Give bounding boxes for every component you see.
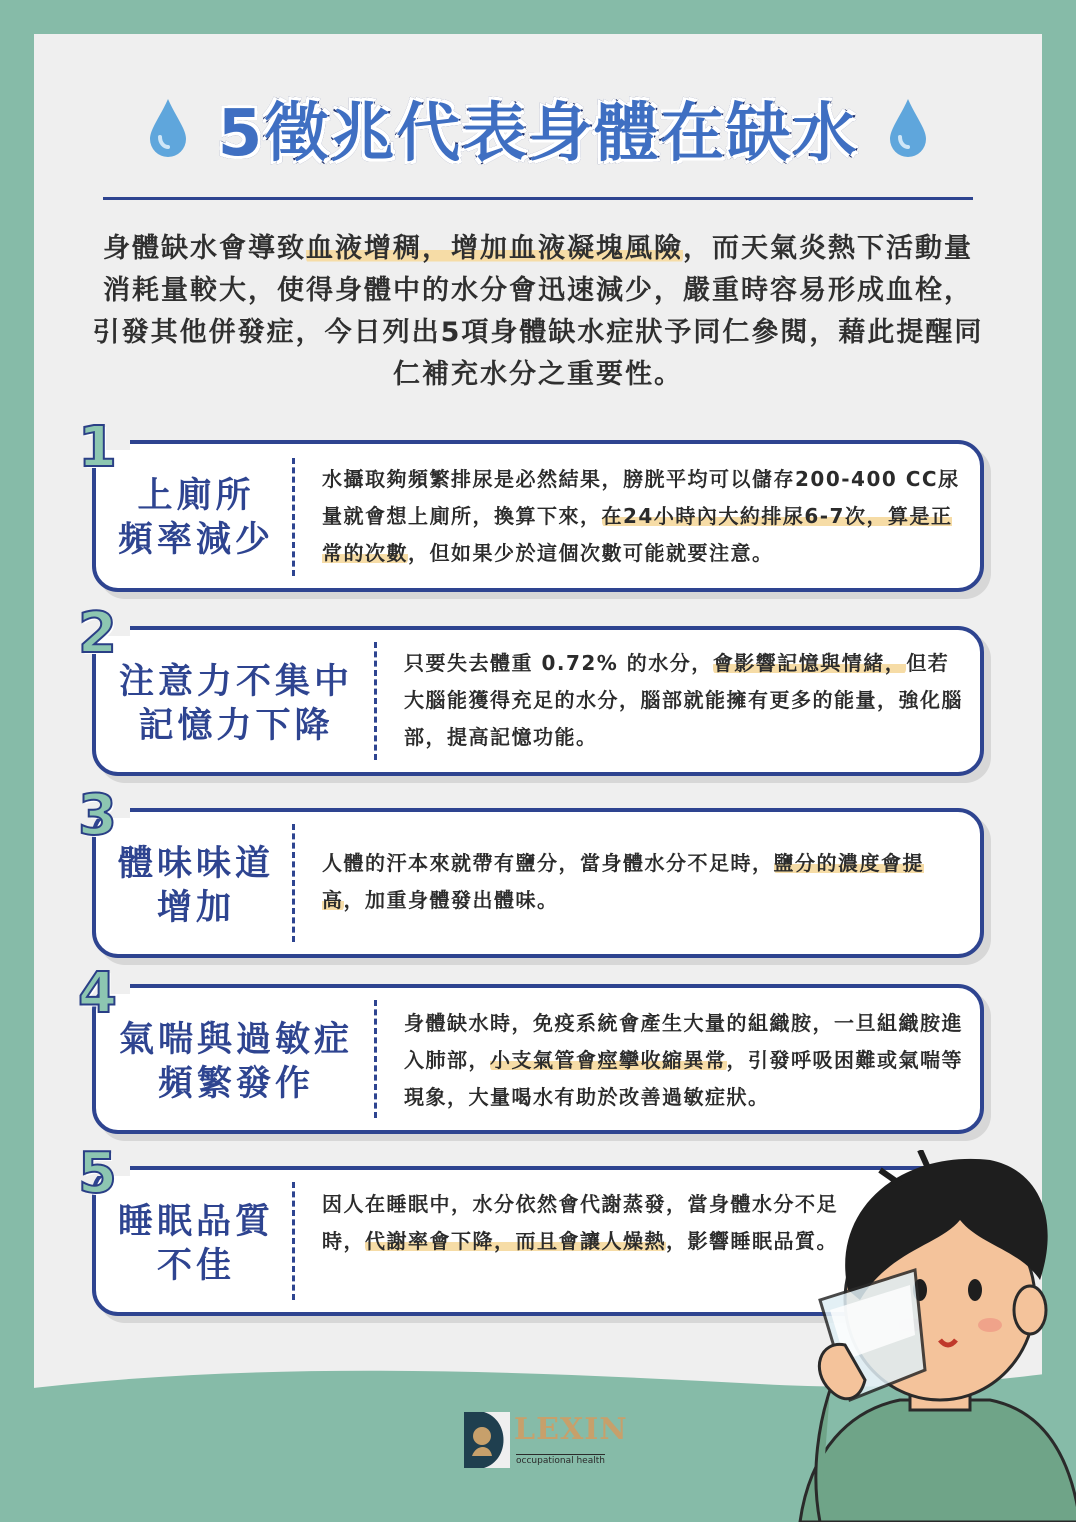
symptom-description bbox=[322, 1186, 852, 1260]
symptom-title-line: 氣喘與過敏症 bbox=[118, 1020, 353, 1060]
intro-text: 身體缺水會導致 bbox=[103, 233, 306, 264]
item-number: 2 bbox=[78, 601, 117, 666]
card-divider bbox=[292, 824, 295, 942]
item-number: 5 bbox=[78, 1141, 117, 1206]
title-wrapper bbox=[208, 78, 869, 178]
description-highlight: 在24小時內大約排尿6-7次，算是正常的次數 bbox=[322, 504, 953, 565]
description-text: ，加重身體發出體味。 bbox=[343, 888, 559, 912]
logo-wordmark: LEXIN bbox=[514, 1412, 628, 1447]
card-divider bbox=[374, 1000, 377, 1118]
symptom-title-line: 增加 bbox=[156, 888, 235, 928]
description-highlight: 鹽分的濃度會提高 bbox=[322, 851, 924, 912]
title-row bbox=[0, 78, 1076, 178]
description-text: 人體的汗本來就帶有鹽分，當身體水分不足時， bbox=[322, 851, 774, 875]
description-text: 但若大腦能獲得充足的水分，腦部就能擁有更多的能量，強化腦部，提高記憶功能。 bbox=[404, 651, 963, 749]
lexin-logo bbox=[462, 1410, 628, 1472]
symptom-title bbox=[104, 1200, 288, 1288]
item-number: 3 bbox=[78, 783, 117, 848]
symptom-title bbox=[104, 842, 288, 930]
description-text: ，影響睡眠品質。 bbox=[666, 1229, 838, 1253]
symptom-title bbox=[104, 474, 288, 562]
description-text: ，但如果少於這個次數可能就要注意。 bbox=[408, 541, 774, 565]
intro-highlight: 血液增稠，增加血液凝塊風險 bbox=[306, 233, 683, 264]
intro-text: ，而天氣炎熱下活動量消耗量較大，使得身體中的水分會迅速減少，嚴重時容易形成血栓，引發其他併發症，今日列出5項身體缺水症狀予同仁參閱，藉此提醒同仁補充水分之重要性。 bbox=[92, 233, 984, 390]
page-title: 5徵兆代表身體在缺水 bbox=[217, 97, 859, 171]
symptom-title-line: 體味味道 bbox=[117, 844, 274, 884]
symptom-description bbox=[322, 461, 962, 572]
symptom-title bbox=[104, 1018, 368, 1106]
card-divider bbox=[374, 642, 377, 760]
symptom-title-line: 注意力不集中 bbox=[118, 662, 353, 702]
symptom-title-line: 頻率減少 bbox=[117, 520, 274, 560]
description-text: 身體缺水時，免疫系統會產生大量的組織胺，一旦組織胺進入肺部， bbox=[404, 1011, 963, 1072]
symptom-title-line: 頻繁發作 bbox=[157, 1064, 314, 1104]
water-drop-icon bbox=[886, 97, 930, 159]
intro-paragraph bbox=[90, 228, 986, 396]
item-number: 1 bbox=[78, 415, 117, 480]
logo-tagline: occupational health bbox=[516, 1456, 605, 1466]
description-text: 只要失去體重 0.72% 的水分， bbox=[404, 651, 713, 675]
description-highlight: 小支氣管會痙攣收縮異常 bbox=[490, 1048, 727, 1072]
symptom-title-line: 睡眠品質 bbox=[117, 1202, 274, 1242]
symptom-title-line: 不佳 bbox=[156, 1246, 235, 1286]
symptom-description bbox=[404, 645, 964, 756]
symptom-description bbox=[404, 1005, 964, 1116]
card-divider bbox=[292, 1182, 295, 1300]
symptom-title bbox=[104, 660, 368, 748]
description-text: ，引發呼吸困難或氣喘等現象，大量喝水有助於改善過敏症狀。 bbox=[404, 1048, 963, 1109]
description-highlight: 會影響記憶與情緒， bbox=[712, 651, 907, 675]
description-text: 因人在睡眠中，水分依然會代謝蒸發，當身體水分不足時， bbox=[322, 1192, 838, 1253]
symptom-title-line: 記憶力下降 bbox=[138, 706, 334, 746]
logo-mark-icon bbox=[462, 1410, 512, 1470]
item-number: 4 bbox=[78, 961, 117, 1026]
description-text: 水攝取夠頻繁排尿是必然結果，膀胱平均可以儲存200-400 CC尿量就會想上廁所，換算下來， bbox=[322, 467, 960, 528]
title-divider bbox=[103, 197, 973, 200]
symptom-title-line: 上廁所 bbox=[137, 476, 255, 516]
card-divider bbox=[292, 458, 295, 576]
water-drop-icon bbox=[146, 97, 190, 159]
description-highlight: 代謝率會下降，而且會讓人燥熱 bbox=[365, 1229, 666, 1253]
boy-drinking-water-illustration bbox=[790, 1150, 1076, 1522]
symptom-description bbox=[322, 845, 962, 919]
